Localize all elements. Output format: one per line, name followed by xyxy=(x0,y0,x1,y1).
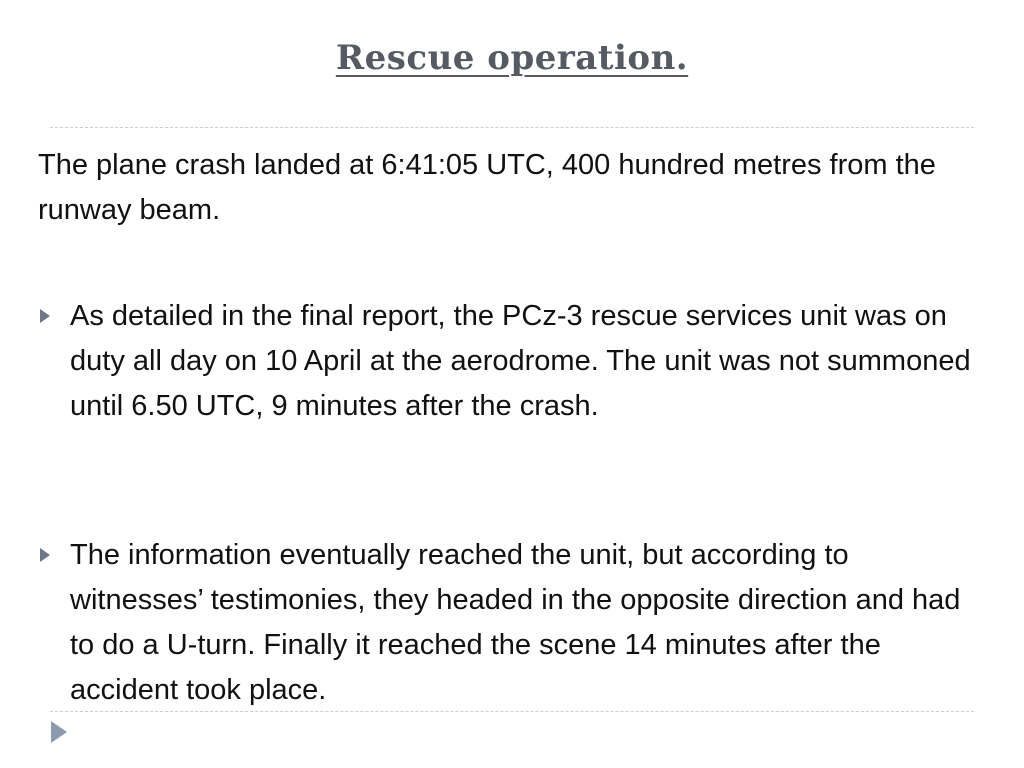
triangle-bullet-icon xyxy=(40,309,50,323)
bullet-item xyxy=(38,533,988,713)
bullet-text: As detailed in the final report, the PCz-3 rescue services unit was on duty all day on 10 April at the aerodrome. The unit was not summoned until 6.50 UTC, 9 minutes after the crash. xyxy=(70,300,971,422)
bullet-text: The information eventually reached the unit, but according to witnesses’ testimonies, they headed in the opposite direction and had to do a U-turn. Finally it reached the scene 14 minutes after the accident took place. xyxy=(70,539,961,706)
triangle-bullet-icon xyxy=(40,548,50,562)
top-divider xyxy=(50,127,974,128)
intro-paragraph: The plane crash landed at 6:41:05 UTC, 400 hundred metres from the runway beam. xyxy=(38,149,936,226)
slide-title: Rescue operation. xyxy=(335,38,689,78)
play-triangle-icon xyxy=(51,721,67,743)
bottom-divider xyxy=(50,711,974,712)
bullet-item xyxy=(38,294,988,429)
